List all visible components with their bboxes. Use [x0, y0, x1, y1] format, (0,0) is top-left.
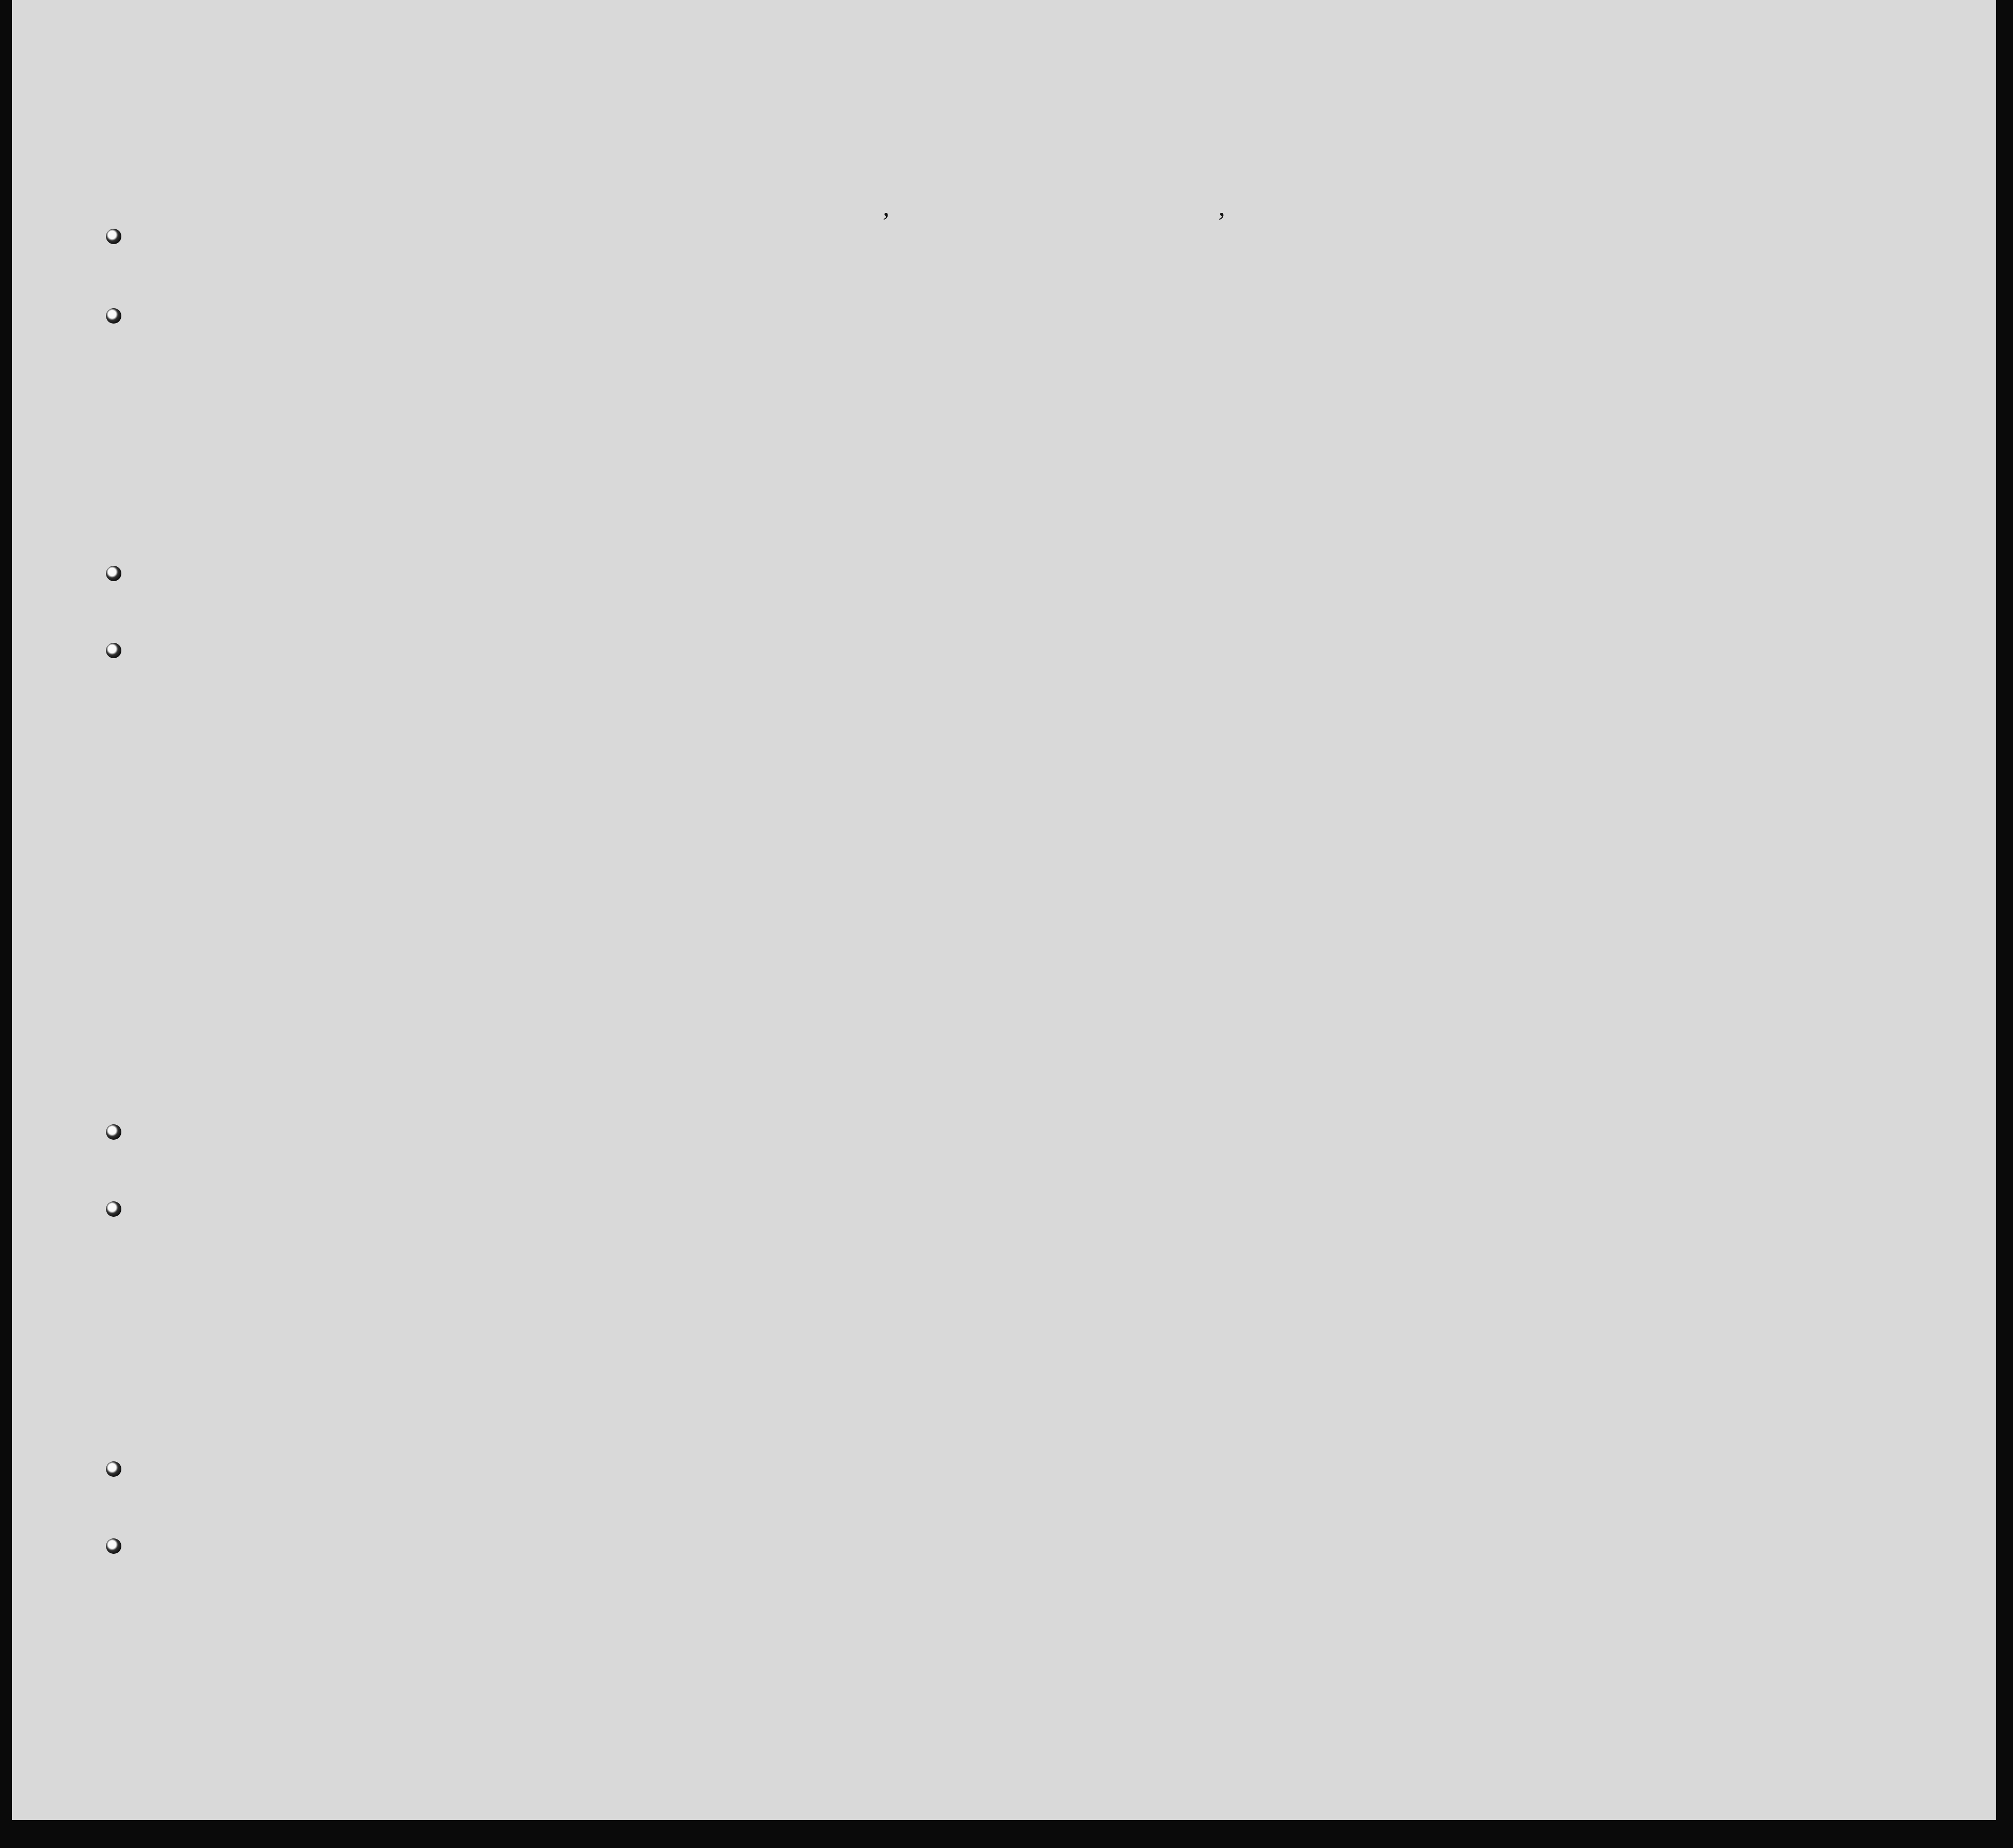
punch-hole	[106, 643, 121, 658]
header-anarchist	[1375, 289, 1387, 404]
comma-sep: ,	[1218, 192, 1225, 222]
comma-sep: ,	[883, 192, 889, 222]
header-question-28	[1401, 279, 1447, 404]
header-prison	[1310, 279, 1344, 404]
header-purpose-citizen	[1276, 301, 1303, 404]
table-grid	[12, 0, 1996, 1820]
punch-hole	[106, 1461, 121, 1477]
header-question-29	[1454, 279, 1486, 404]
header-purpose-length	[1218, 301, 1240, 404]
punch-hole	[106, 1538, 121, 1554]
header-feet	[1663, 376, 1675, 404]
punch-hole	[106, 229, 121, 244]
header-purpose-return	[1168, 301, 1197, 404]
punch-hole	[106, 308, 121, 324]
list-label	[1736, 57, 1746, 83]
punch-hole	[106, 1201, 121, 1217]
punch-hole	[106, 1124, 121, 1140]
header-ticket	[616, 279, 638, 404]
header-question-30	[1495, 279, 1522, 404]
header-polygamist	[1352, 289, 1364, 404]
header-inches	[1686, 371, 1698, 404]
manifest-sheet	[12, 0, 1996, 1820]
header-possession	[740, 277, 755, 407]
punch-hole	[106, 566, 121, 581]
